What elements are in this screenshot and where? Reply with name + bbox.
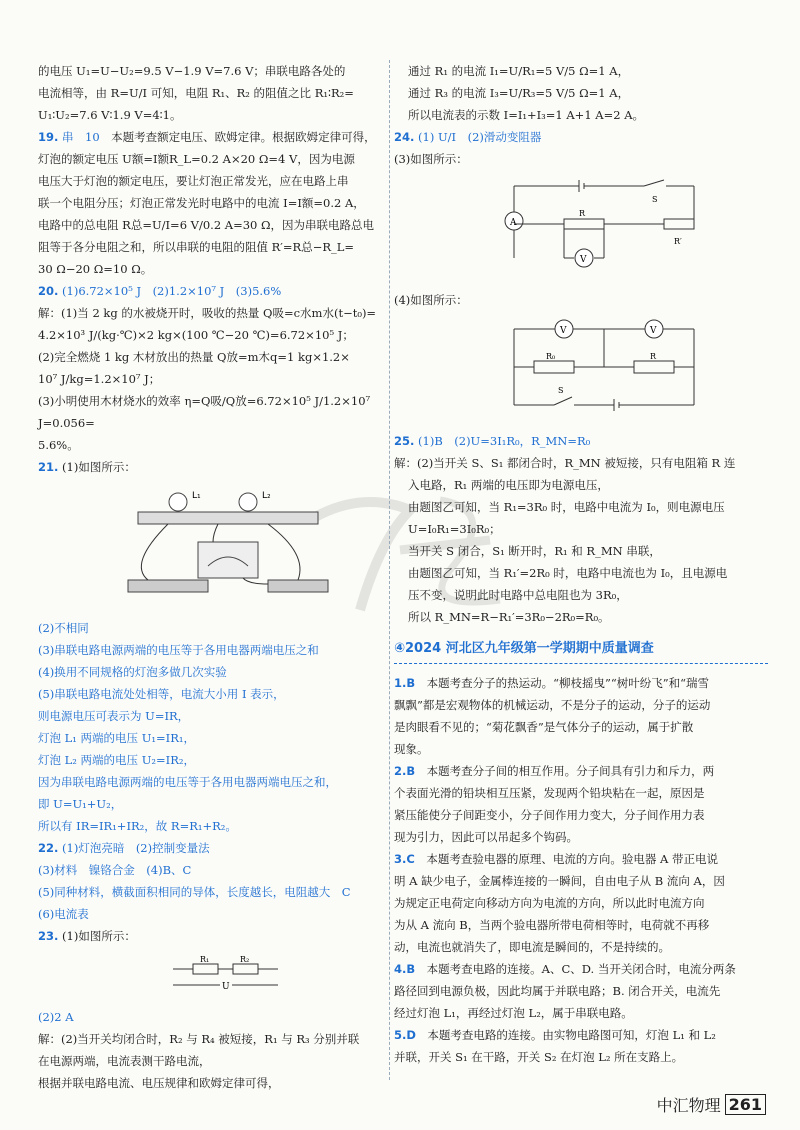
rp-label: R′: [674, 237, 682, 246]
q23-line: 根据并联电路电流、电压规律和欧姆定律可得，: [38, 1076, 280, 1090]
l2-label: L₂: [262, 491, 271, 501]
brand-name: 中汇物理: [656, 1096, 721, 1115]
question-number: 4.: [394, 962, 407, 976]
s2-label: S: [558, 386, 564, 395]
q21-line: 即 U=U₁+U₂，: [38, 797, 123, 811]
section-banner: ④2024 河北区九年级第一学期期中质量调查: [394, 638, 768, 664]
q19-line: 电压大于灯泡的额定电压，要让灯泡正常发光，应在电路上串: [38, 174, 349, 188]
q19-line: 阻等于各分电阻之和，所以串联的电阻的阻值 R′=R总−R_L=: [38, 240, 355, 254]
q21-line: 灯泡 L₂ 两端的电压 U₂=IR₂，: [38, 753, 195, 767]
q20-line: 5.6%。: [38, 438, 79, 452]
s1-header: [394, 672, 768, 694]
explanation: 本题考查验电器的原理、电流的方向。验电器 A 带正电说: [426, 852, 718, 866]
left-column: [38, 60, 386, 1094]
q23-cont-line: 通过 R₃ 的电流 I₃=U/R₃=5 V/5 Ω=1 A，: [408, 86, 630, 100]
q19-header: [38, 126, 386, 148]
q20-header: [38, 280, 386, 302]
q20-line: (3)小明使用木材烧水的效率 η=Q吸/Q放=6.72×10⁵ J/1.2×10⁷ J=0.056=: [38, 394, 371, 430]
question-number: 5.: [394, 1028, 407, 1042]
question-number: 25.: [394, 434, 415, 448]
l1-label: L₁: [192, 491, 201, 501]
q21-line: 灯泡 L₁ 两端的电压 U₁=IR₁，: [38, 731, 195, 745]
q21-line: 则电源电压可表示为 U=IR，: [38, 709, 190, 723]
question-number: 19.: [38, 130, 59, 144]
q23-cont-line: 通过 R₁ 的电流 I₁=U/R₁=5 V/5 Ω=1 A，: [408, 64, 630, 78]
answer: C: [406, 852, 415, 866]
s-label: S: [652, 195, 658, 204]
s2-line: 现为引力，因此可以吊起多个钩码。: [394, 830, 578, 844]
s4-header: [394, 958, 768, 980]
q20-line: 4.2×10³ J/(kg·℃)×2 kg×(100 ℃−20 ℃)=6.72×10⁵ J；: [38, 328, 354, 342]
q25-line: 入电路，R₁ 两端的电压即为电源电压，: [408, 478, 609, 492]
q20-line: 解：(1)当 2 kg 的水被烧开时，吸收的热量 Q吸=c水m水(t−t₀)=: [38, 306, 377, 320]
s2-line: 紧压能使分子间距变小，分子间作用力变大，分子间作用力表: [394, 808, 705, 822]
s3-line: 为从 A 流向 B，当两个验电器所带电荷相等时，电荷就不再移: [394, 918, 710, 932]
r-label: R: [579, 209, 586, 218]
q19-line: 联一个电阻分压；灯泡正常发光时电路中的电流 I=I额=0.2 A，: [38, 196, 365, 210]
q19-line: 电路中的总电阻 R总=U/I=6 V/0.2 A=30 Ω，因为串联电路总电: [38, 218, 375, 232]
q23-cont-line: 所以电流表的示数 I=I₁+I₃=1 A+1 A=2 A。: [408, 108, 645, 122]
q25-line: 当开关 S 闭合，S₁ 断开时，R₁ 和 R_MN 串联，: [408, 544, 661, 558]
explanation: 本题考查分子的热运动。“柳枝摇曳”“树叶纷飞”和“瑞雪: [426, 676, 710, 690]
q18-line: U₁∶U₂=7.6 V∶1.9 V=4∶1。: [38, 108, 182, 122]
q25-line: 压不变，说明此时电路中总电阻也为 3R₀，: [408, 588, 628, 602]
question-number: 21.: [38, 460, 59, 474]
question-number: 22.: [38, 841, 59, 855]
q20-line: (2)完全燃烧 1 kg 木材放出的热量 Q放=m木q=1 kg×1.2×: [38, 350, 350, 364]
explanation: 本题考查电路的连接。A、C、D. 当开关闭合时，电流分两条: [426, 962, 736, 976]
voltmeter-2-label: V: [650, 326, 657, 336]
answer: (1)B (2)U=3I₁R₀，R_MN=R₀: [418, 434, 591, 448]
ammeter-label: A: [510, 218, 517, 228]
q21-header: [38, 456, 386, 478]
explanation: 本题考查分子间的相互作用。分子间具有引力和斥力，两: [426, 764, 715, 778]
s3-line: 为规定正电荷定向移动方向为电流的方向，所以此时电流方向: [394, 896, 705, 910]
s1-line: 现象。: [394, 742, 429, 756]
q20-line: 10⁷ J/kg=1.2×10⁷ J；: [38, 372, 161, 386]
q21-line: (4)换用不同规格的灯泡多做几次实验: [38, 665, 227, 679]
page-number: 261: [725, 1094, 766, 1115]
question-number: 2.: [394, 764, 407, 778]
answer: D: [406, 1028, 416, 1042]
q21-line: (2)不相同: [38, 621, 89, 635]
q22-line: (5)同种材料，横截面积相同的导体，长度越长，电阻越大 C: [38, 885, 351, 899]
answer: (1)6.72×10⁵ J (2)1.2×10⁷ J (3)5.6%: [62, 284, 282, 298]
answer: (1)灯泡亮暗 (2)控制变量法: [62, 841, 210, 855]
q25-header: [394, 430, 768, 452]
voltmeter-1-label: V: [560, 326, 567, 336]
s5-line: 并联，开关 S₁ 在干路，开关 S₂ 在灯泡 L₂ 所在支路上。: [394, 1050, 684, 1064]
q23-line: 解：(2)当开关均闭合时，R₂ 与 R₄ 被短接，R₁ 与 R₃ 分别并联: [38, 1032, 360, 1046]
q19-line: 灯泡的额定电压 U额=I额R_L=0.2 A×20 Ω=4 V，因为电源: [38, 152, 355, 166]
q21-line: 因为串联电路电源两端的电压等于各用电器两端电压之和，: [38, 775, 337, 789]
r1-label: R₁: [200, 955, 210, 964]
r0-label: R₀: [546, 352, 556, 361]
q23-line: 在电源两端，电流表测干路电流，: [38, 1054, 211, 1068]
s4-line: 路径回到电源负极，因此均属于并联电路；B. 闭合开关，电流先: [394, 984, 721, 998]
s4-line: 经过灯泡 L₁，再经过灯泡 L₂，属于串联电路。: [394, 1006, 633, 1020]
answer: B: [406, 764, 416, 778]
q25-line: 所以 R_MN=R−R₁′=3R₀−2R₀=R₀。: [408, 610, 610, 624]
q23-header: [38, 925, 386, 947]
question-number: 20.: [38, 284, 59, 298]
answer: B: [406, 676, 416, 690]
q18-line: 的电压 U₁=U−U₂=9.5 V−1.9 V=7.6 V；串联电路各处的: [38, 64, 346, 78]
s2-header: [394, 760, 768, 782]
s1-line: 飘飘”都是宏观物体的机械运动，不是分子的运动，分子的运动: [394, 698, 711, 712]
q25-line: 由题图乙可知，当 R₁′=2R₀ 时，电路中电流也为 I₀，且电源电: [408, 566, 728, 580]
r2-label: R₂: [240, 955, 250, 964]
voltmeter-label: V: [580, 255, 587, 265]
answer: (1) U/I (2)滑动变阻器: [418, 130, 542, 144]
u-label: U: [222, 982, 230, 992]
q24-line: (4)如图所示：: [394, 293, 468, 307]
answer: B: [406, 962, 416, 976]
question-number: 24.: [394, 130, 415, 144]
q24-line: (3)如图所示：: [394, 152, 468, 166]
q23-line: (2)2 A: [38, 1010, 74, 1024]
page-footer: [657, 1093, 766, 1116]
answer: 串 10: [62, 130, 100, 144]
q21-circuit-figure: [118, 484, 358, 604]
s3-line: 明 A 缺少电子，金属棒连接的一瞬间，自由电子从 B 流向 A，因: [394, 874, 725, 888]
question-number: 1.: [394, 676, 407, 690]
s3-line: 动，电流也就消失了，即电流是瞬间的，不是持续的。: [394, 940, 670, 954]
right-column: [394, 60, 768, 1068]
question-number: 3.: [394, 852, 407, 866]
q21-line: 所以有 IR=IR₁+IR₂，故 R=R₁+R₂。: [38, 819, 237, 833]
q22-header: [38, 837, 386, 859]
q22-line: (3)材料 镍铬合金 (4)B、C: [38, 863, 192, 877]
q19-line: 30 Ω−20 Ω=10 Ω。: [38, 262, 153, 276]
explanation: 本题考查额定电压、欧姆定律。根据欧姆定律可得，: [111, 130, 376, 144]
s3-header: [394, 848, 768, 870]
q25-line: U=I₀R₁=3I₀R₀；: [408, 522, 501, 536]
q18-line: 电流相等，由 R=U/I 可知，电阻 R₁、R₂ 的阻值之比 R₁∶R₂=: [38, 86, 354, 100]
q22-line: (6)电流表: [38, 907, 89, 921]
q23-resistor-figure: [168, 953, 288, 993]
q21-line: (3)串联电路电源两端的电压等于各用电器两端电压之和: [38, 643, 319, 657]
s5-header: [394, 1024, 768, 1046]
s1-line: 是肉眼看不见的；“菊花飘香”是气体分子的运动，属于扩散: [394, 720, 694, 734]
q25-line: 解：(2)当开关 S、S₁ 都闭合时，R_MN 被短接，只有电阻箱 R 连: [394, 456, 736, 470]
q21-line: (5)串联电路电流处处相等，电流大小用 I 表示，: [38, 687, 285, 701]
column-divider: [389, 60, 391, 1080]
s2-line: 个表面光滑的铅块相互压紧，发现两个铅块粘在一起，原因是: [394, 786, 705, 800]
r-label-2: R: [650, 352, 657, 361]
q24-circuit-3: [494, 176, 714, 276]
part-label: (1)如图所示：: [62, 460, 136, 474]
q25-line: 由题图乙可知，当 R₁=3R₀ 时，电路中电流为 I₀，则电源电压: [408, 500, 725, 514]
explanation: 本题考查电路的连接。由实物电路图可知，灯泡 L₁ 和 L₂: [427, 1028, 716, 1042]
q24-circuit-4: [494, 317, 714, 417]
part-label: (1)如图所示：: [62, 929, 136, 943]
q24-header: [394, 126, 768, 148]
question-number: 23.: [38, 929, 59, 943]
